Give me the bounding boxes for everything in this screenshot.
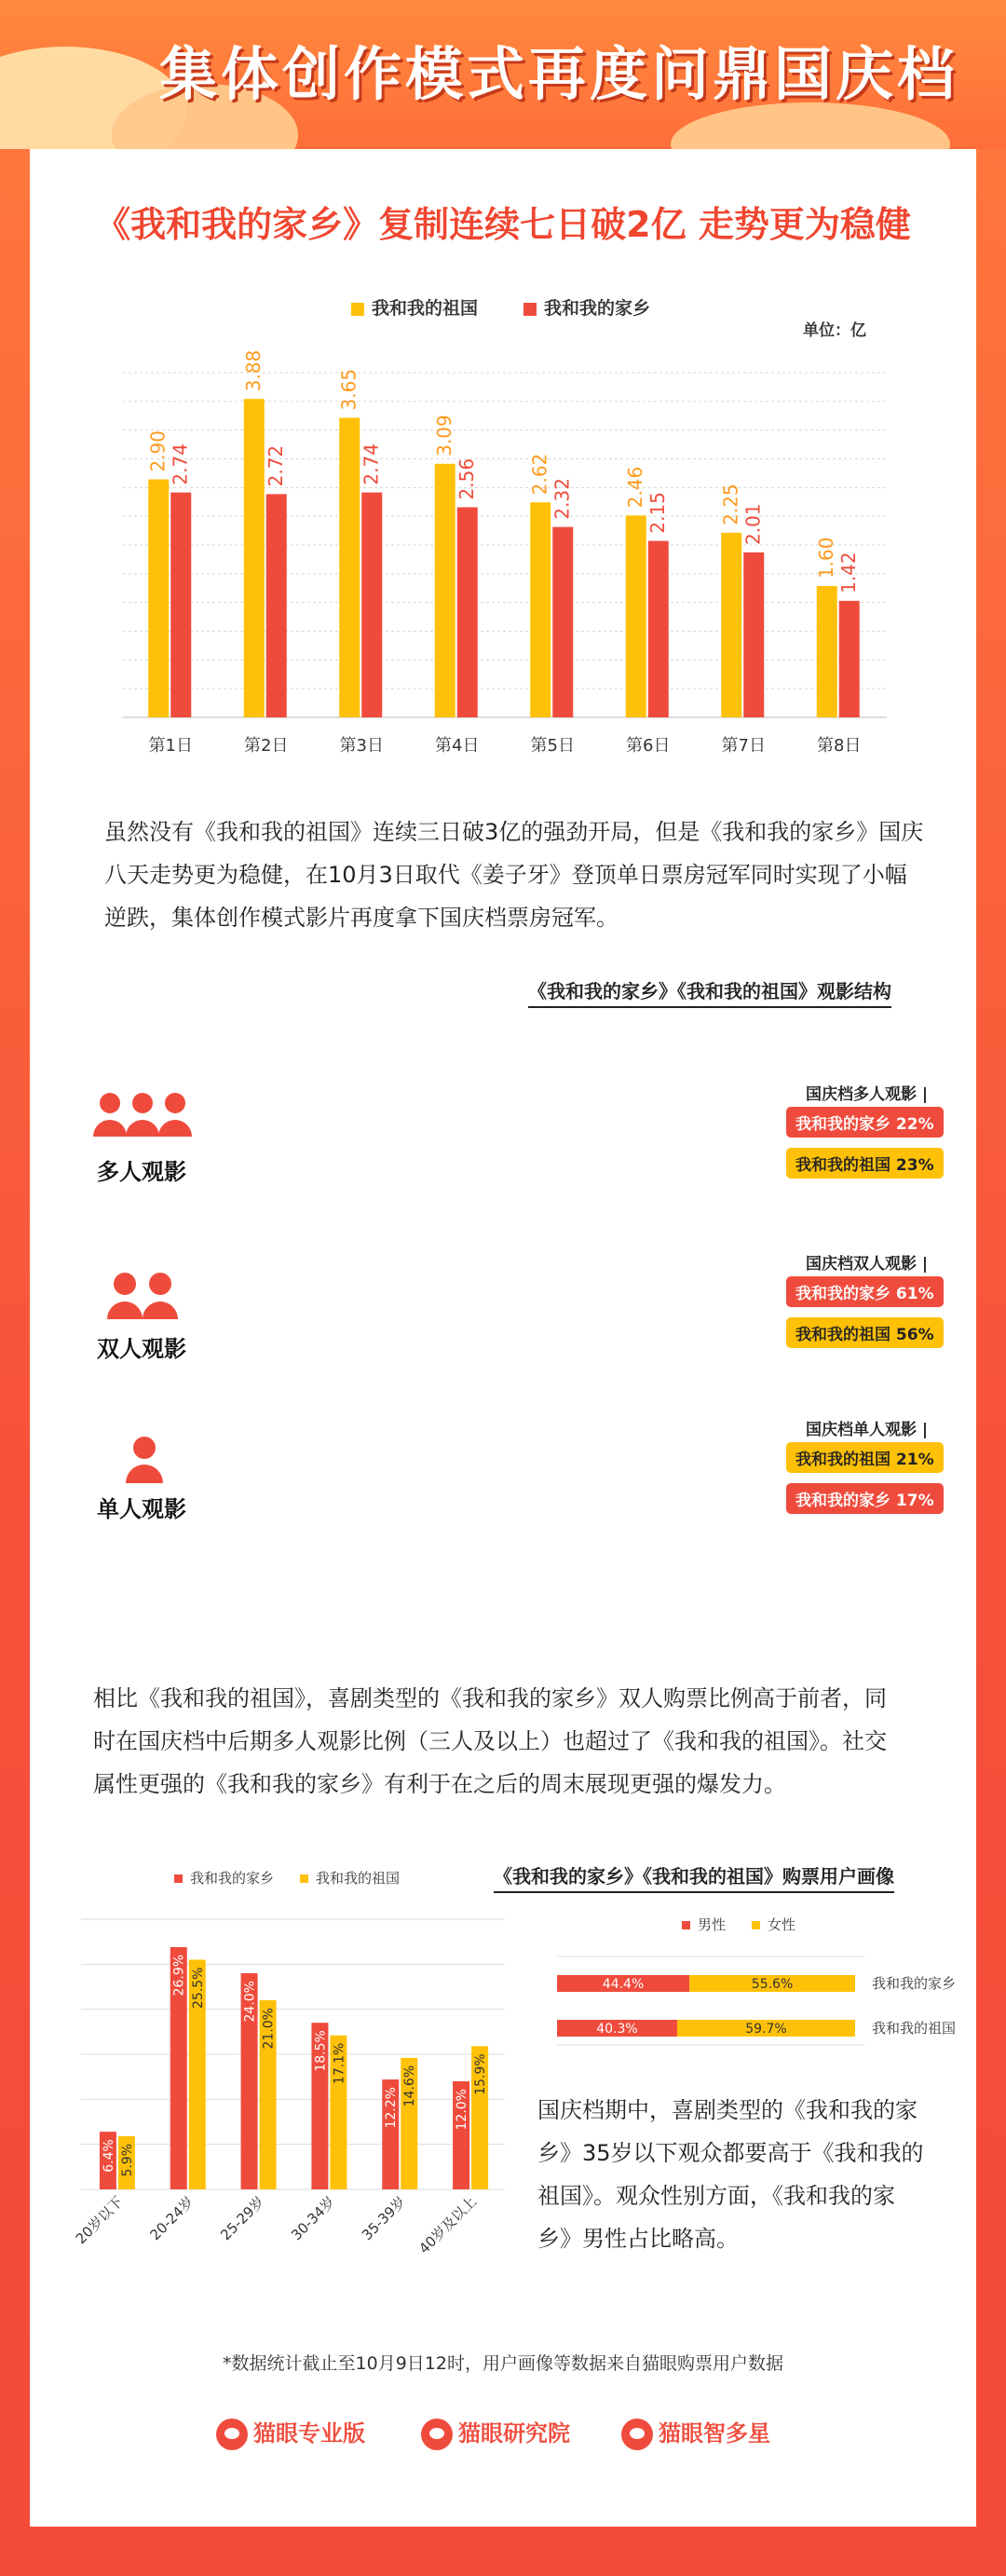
age-bar-chart	[30, 1910, 514, 2264]
structure-title: 《我和我的家乡》《我和我的祖国》观影结构	[528, 976, 891, 1008]
single-label: 单人观影	[97, 1496, 186, 1522]
data-label: 2.32	[551, 478, 574, 520]
bar	[530, 502, 551, 717]
data-label: 59.7%	[745, 2022, 787, 2037]
x-tick-label: 30-34岁	[288, 2193, 339, 2244]
bar	[266, 494, 287, 717]
data-label: 1.60	[815, 537, 838, 579]
data-label: 2.15	[646, 492, 670, 534]
data-label: 3.65	[337, 368, 360, 411]
bar	[648, 541, 669, 717]
x-tick-label: 第2日	[244, 736, 289, 756]
bar	[361, 493, 382, 717]
data-label: 44.4%	[602, 1977, 645, 1992]
data-label: 3.09	[433, 415, 456, 457]
unit-label: 单位：亿	[803, 321, 866, 340]
x-tick-label: 第7日	[721, 736, 766, 756]
data-label: 15.9%	[473, 2053, 489, 2095]
pair-legend-header: 国庆档双人观影 |	[806, 1255, 929, 1274]
group-tag-jiaxiang: 我和我的家乡 22%	[786, 1107, 944, 1138]
legend-jiaxiang: 我和我的家乡	[523, 294, 650, 320]
x-tick-label: 第1日	[148, 736, 193, 756]
bar	[626, 515, 646, 717]
data-label: 3.88	[242, 349, 265, 392]
gender-stacked-bar-chart	[523, 1947, 976, 2059]
group-tag-zuguo: 我和我的祖国 23%	[786, 1148, 944, 1179]
x-tick-label: 第5日	[530, 736, 575, 756]
bar	[457, 507, 478, 717]
data-label: 17.1%	[332, 2042, 347, 2085]
bar	[817, 586, 837, 717]
bar	[339, 417, 360, 717]
single-legend-header: 国庆档单人观影 |	[806, 1421, 929, 1439]
data-label: 5.9%	[119, 2143, 135, 2177]
data-label: 2.46	[624, 466, 647, 509]
pair-tag-jiaxiang: 我和我的家乡 61%	[786, 1276, 944, 1307]
data-label: 26.9%	[171, 1954, 187, 1997]
data-label: 6.4%	[101, 2139, 116, 2173]
brand-maoyan-research: 猫眼研究院	[421, 2415, 570, 2450]
data-label: 2.74	[169, 443, 192, 485]
paragraph-1: 虽然没有《我和我的祖国》连续三日破3亿的强劲开局，但是《我和我的家乡》国庆 八天走势更为稳健，在10月3日取代《姜子牙》登顶单日票房冠军同时实现了小幅 逆跌，集体创作模式影片再度拿下国庆档票房冠军。	[104, 819, 924, 931]
x-tick-label: 20-24岁	[146, 2193, 197, 2244]
bar	[839, 601, 860, 717]
cat-eye-logo-icon	[421, 2419, 453, 2450]
x-tick-label: 第8日	[817, 736, 862, 756]
data-label: 14.6%	[402, 2065, 418, 2107]
data-label: 25.5%	[190, 1967, 206, 2009]
brand-maoyan-zhiduoxing: 猫眼智多星	[621, 2415, 770, 2450]
data-label: 40.3%	[596, 2022, 638, 2037]
star-logo-icon	[621, 2419, 653, 2450]
data-label: 24.0%	[242, 1981, 258, 2023]
x-tick-label: 第4日	[435, 736, 480, 756]
cat-eye-logo-icon	[216, 2419, 248, 2450]
portrait-text: 国庆档期中，喜剧类型的《我和我的家 乡》35岁以下观众都要高于《我和我的 祖国》。观众性别方面，《我和我的家 乡》男性占比略高。	[537, 2097, 924, 2252]
x-tick-label: 20岁以下	[72, 2193, 127, 2248]
bar	[721, 533, 741, 717]
footnote: *数据统计截止至10月9日12时，用户画像等数据来自猫眼购票用户数据	[223, 2353, 783, 2374]
data-label: 2.01	[741, 503, 765, 545]
x-tick-label: 第3日	[339, 736, 384, 756]
single-tag-zuguo: 我和我的祖国 21%	[786, 1442, 944, 1473]
single-tag-jiaxiang: 我和我的家乡 17%	[786, 1483, 944, 1514]
gender-legend-female: 女性	[752, 1915, 795, 1934]
data-label: 2.90	[146, 429, 170, 472]
data-label: 12.2%	[384, 2087, 400, 2129]
data-label: 55.6%	[751, 1977, 794, 1992]
gender-legend-male: 男性	[682, 1915, 726, 1934]
paragraph-2: 相比《我和我的祖国》，喜剧类型的《我和我的家乡》双人购票比例高于前者，同 时在国庆档中后期多人观影比例（三人及以上）也超过了《我和我的祖国》。社交 属性更强的《我和我的家乡》有利于在之后的周末展现更强的爆发力。	[93, 1685, 887, 1797]
x-tick-label: 25-29岁	[217, 2193, 268, 2244]
pair-label: 双人观影	[97, 1336, 186, 1362]
x-tick-label: 第6日	[626, 736, 671, 756]
data-label: 21.0%	[261, 2008, 277, 2050]
data-label: 2.72	[265, 444, 288, 487]
legend-zuguo: 我和我的祖国	[351, 294, 478, 320]
data-label: 12.0%	[455, 2089, 470, 2131]
bar	[170, 493, 191, 717]
section-subtitle: 《我和我的家乡》复制连续七日破2亿 走势更为稳健	[95, 204, 911, 245]
bar	[435, 464, 455, 717]
bar	[743, 552, 764, 717]
bar	[148, 480, 169, 717]
page-title: 集体创作模式再度问鼎国庆档	[158, 40, 958, 108]
data-label: 2.74	[360, 443, 383, 485]
x-tick-label: 40岁及以上	[415, 2193, 480, 2257]
viewing-structure-line-chart	[30, 1043, 775, 1630]
data-label: 2.62	[528, 453, 551, 496]
header-banner	[0, 0, 1006, 149]
brand-maoyan-pro: 猫眼专业版	[216, 2415, 365, 2450]
group-legend-header: 国庆档多人观影 |	[806, 1085, 929, 1104]
pair-tag-zuguo: 我和我的祖国 56%	[786, 1317, 944, 1348]
data-label: 1.42	[837, 552, 861, 593]
age-legend-zuguo: 我和我的祖国	[300, 1868, 400, 1888]
portrait-title: 《我和我的家乡》《我和我的祖国》购票用户画像	[494, 1861, 894, 1893]
data-label: 18.5%	[313, 2030, 329, 2072]
content-panel	[30, 149, 976, 2527]
data-label: 2.56	[455, 457, 479, 500]
x-tick-label: 35-39岁	[358, 2193, 410, 2244]
bar	[244, 399, 265, 717]
bar	[552, 527, 573, 717]
category-label: 我和我的家乡	[872, 1975, 957, 1992]
age-legend-jiaxiang: 我和我的家乡	[174, 1868, 274, 1888]
group-label: 多人观影	[97, 1159, 186, 1185]
category-label: 我和我的祖国	[872, 2020, 957, 2037]
data-label: 2.25	[719, 484, 742, 525]
